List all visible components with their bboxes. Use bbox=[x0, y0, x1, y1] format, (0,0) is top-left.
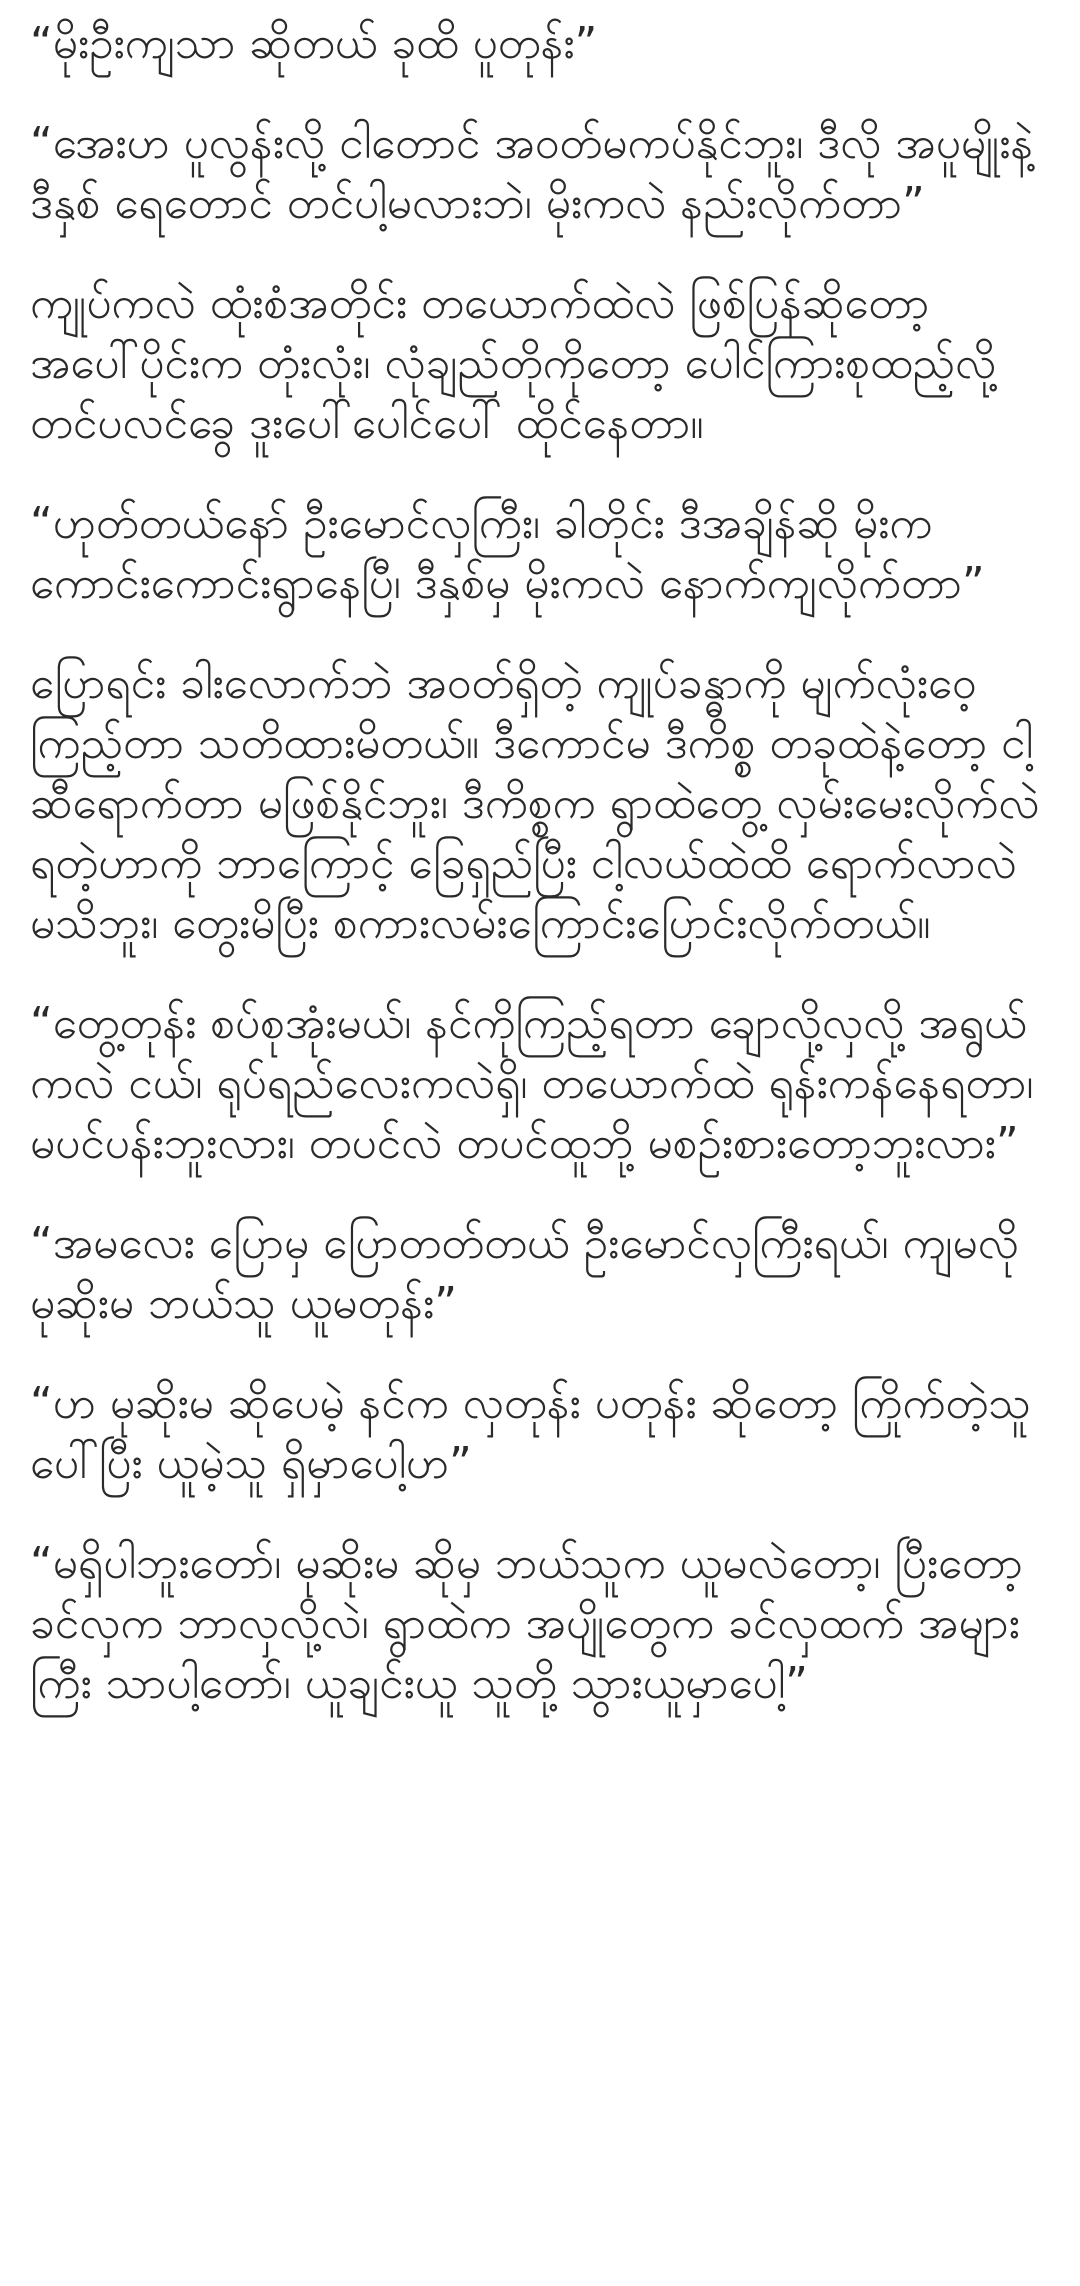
dialogue-paragraph: “မရှိပါဘူးတော်၊ မုဆိုးမ ဆိုမှ ဘယ်သူက ယူမလဲတော့၊ ပြီးတော့ ခင်လှက ဘာလှလို့လဲ၊ ရွာထဲက အပျိုတွေက ခင်လှထက် အများကြီး သာပါ့တော်၊ ယူချင်းယူ သူတို့ သွားယူမှာပေါ့” bbox=[30, 1538, 1023, 1709]
dialogue-paragraph: “ဟ မုဆိုးမ ဆိုပေမဲ့ နင်က လှတုန်း ပတုန်း ဆိုတော့ ကြိုက်တဲ့သူပေါ်ပြီး ယူမဲ့သူ ရှိမှာပေါ့ဟ” bbox=[30, 1378, 1031, 1489]
dialogue-paragraph: “တွေ့တုန်း စပ်စုအုံးမယ်၊ နင်ကိုကြည့်ရတာ ချောလို့လှလို့ အရွယ်ကလဲ ငယ်၊ ရုပ်ရည်လေးကလဲရှိ၊ တယောက်ထဲ ရုန်းကန်နေရတာ၊ မပင်ပန်းဘူးလား၊ တပင်လဲ တပင်ထူဘို့ မစဉ်းစားတော့ဘူးလား” bbox=[30, 998, 1034, 1169]
narration-paragraph: ကျုပ်ကလဲ ထုံးစံအတိုင်း တယောက်ထဲလဲ ဖြစ်ပြန်ဆိုတော့ အပေါ်ပိုင်းက တုံးလုံး၊ လုံချည်တိုကိုတော့ ပေါင်ကြားစုထည့်လို့ တင်ပလင်ခွေ ဒူးပေါ်ပေါင်ပေါ် ထိုင်နေတာ။ bbox=[30, 278, 997, 449]
narration-paragraph: ပြောရင်း ခါးလောက်ဘဲ အဝတ်ရှိတဲ့ ကျုပ်ခန္ဓာကို မျက်လုံးဝေ့ကြည့်တာ သတိထားမိတယ်။ ဒီကောင်မ ဒီကိစ္စ တခုထဲနဲ့တော့ ငါ့ဆီရောက်တာ မဖြစ်နိုင်ဘူး၊ ဒီကိစ္စက ရွာထဲတွေ့ လှမ်းမေးလိုက်လဲ ရတဲ့ဟာကို ဘာကြောင့် ခြေရှည်ပြီး ငါ့လယ်ထဲထိ ရောက်လာလဲ မသိဘူး၊ တွေးမိပြီး စကားလမ်းကြောင်းပြောင်းလိုက်တယ်။ bbox=[30, 658, 1040, 949]
dialogue-paragraph: “မိုးဦးကျသာ ဆိုတယ် ခုထိ ပူတုန်း” bbox=[30, 18, 598, 69]
dialogue-paragraph: “အမလေး ပြောမှ ပြောတတ်တယ် ဦးမောင်လှကြီးရယ်၊ ကျမလို မုဆိုးမ ဘယ်သူ ယူမတုန်း” bbox=[30, 1218, 1019, 1329]
dialogue-paragraph: “အေးဟ ပူလွန်းလို့ ငါတောင် အဝတ်မကပ်နိုင်ဘူး၊ ဒီလို အပူမျိုးနဲ့ ဒီနှစ် ရေတောင် တင်ပါ့မလားဘဲ၊ မိုးကလဲ နည်းလိုက်တာ” bbox=[30, 118, 1034, 229]
dialogue-paragraph: “ဟုတ်တယ်နော် ဦးမောင်လှကြီး၊ ခါတိုင်း ဒီအချိန်ဆို မိုးကကောင်းကောင်းရွာနေပြီ၊ ဒီနှစ်မှ မိုးကလဲ နောက်ကျလိုက်တာ” bbox=[30, 498, 985, 609]
